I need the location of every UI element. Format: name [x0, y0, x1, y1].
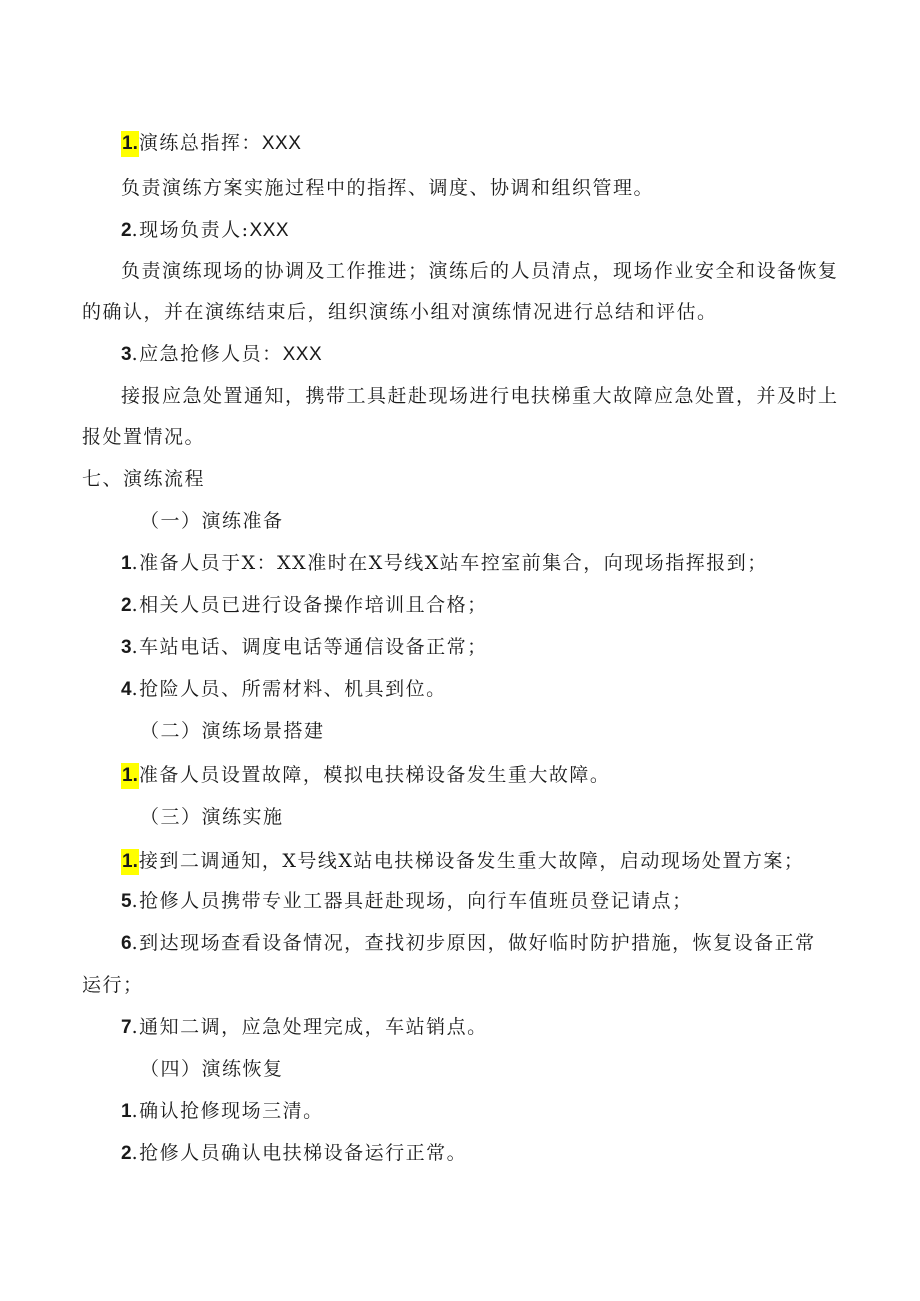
role-commander: [121, 130, 301, 157]
impl-item: [121, 1014, 488, 1041]
recover-item: [121, 1140, 467, 1167]
role-repair: [121, 341, 322, 368]
role-label: .现场负责人:: [131, 219, 250, 241]
list-number: 6: [121, 933, 132, 954]
impl-item-cont: 运行；: [82, 974, 144, 996]
item-text: .抢险人员、所需材料、机具到位。: [131, 678, 447, 700]
section-title: 七、演练流程: [82, 468, 206, 490]
prep-item: [121, 592, 488, 619]
list-number-highlight: 1.: [121, 849, 139, 875]
item-text: .抢修人员携带专业工器具赶赴现场，向行车值班员登记请点；: [131, 890, 693, 912]
list-number: 7: [121, 1017, 132, 1038]
list-number: 4: [121, 679, 132, 700]
item-text: .通知二调，应急处理完成，车站销点。: [131, 1016, 488, 1038]
impl-item: [121, 888, 693, 915]
role-commander-desc: 负责演练方案实施过程中的指挥、调度、协调和组织管理。: [121, 177, 655, 199]
list-number: 1: [121, 1101, 132, 1122]
role-site-lead: [121, 217, 289, 244]
list-number: 3: [121, 637, 132, 658]
item-text: .车站电话、调度电话等通信设备正常；: [131, 636, 488, 658]
role-site-lead-desc-2: 的确认，并在演练结束后，组织演练小组对演练情况进行总结和评估。: [82, 301, 718, 323]
subsection-recover-title: （四）演练恢复: [140, 1058, 284, 1080]
impl-item: [121, 848, 804, 875]
role-label: .应急抢修人员：: [131, 343, 283, 365]
subsection-scene-title: （二）演练场景搭建: [140, 720, 325, 742]
list-number: 2: [121, 595, 132, 616]
list-number: 2: [121, 1143, 132, 1164]
list-number: 1: [121, 553, 132, 574]
item-text: .相关人员已进行设备操作培训且合格；: [131, 594, 488, 616]
prep-item: [121, 676, 447, 703]
role-site-lead-desc-1: 负责演练现场的协调及工作推进；演练后的人员清点，现场作业安全和设备恢复: [121, 260, 839, 282]
role-repair-desc-2: 报处置情况。: [82, 426, 206, 448]
list-number-highlight: 1.: [121, 763, 139, 789]
role-label: 演练总指挥：: [138, 132, 262, 154]
item-text: 接到二调通知，X号线X站电扶梯设备发生重大故障，启动现场处置方案；: [138, 850, 805, 872]
list-number: 5: [121, 891, 132, 912]
item-text: .准备人员于X：XX准时在X号线X站车控室前集合，向现场指挥报到；: [131, 552, 768, 574]
role-repair-desc-1: 接报应急处置通知，携带工具赶赴现场进行电扶梯重大故障应急处置，并及时上: [121, 385, 839, 407]
item-text: .到达现场查看设备情况，查找初步原因，做好临时防护措施，恢复设备正常: [131, 932, 816, 954]
item-text: 准备人员设置故障，模拟电扶梯设备发生重大故障。: [138, 764, 611, 786]
subsection-prep-title: （一）演练准备: [140, 510, 284, 532]
subsection-impl-title: （三）演练实施: [140, 806, 284, 828]
prep-item: [121, 550, 768, 577]
role-value: XXX: [261, 133, 302, 154]
recover-item: [121, 1098, 324, 1125]
item-text: .抢修人员确认电扶梯设备运行正常。: [131, 1142, 468, 1164]
role-value: XXX: [249, 220, 290, 241]
item-text: .确认抢修现场三清。: [131, 1100, 324, 1122]
list-number-highlight: 1.: [121, 131, 139, 157]
role-value: XXX: [282, 344, 323, 365]
list-number: 2: [121, 220, 132, 241]
impl-item: [121, 930, 816, 957]
list-number: 3: [121, 344, 132, 365]
prep-item: [121, 634, 488, 661]
scene-item: [121, 762, 610, 789]
